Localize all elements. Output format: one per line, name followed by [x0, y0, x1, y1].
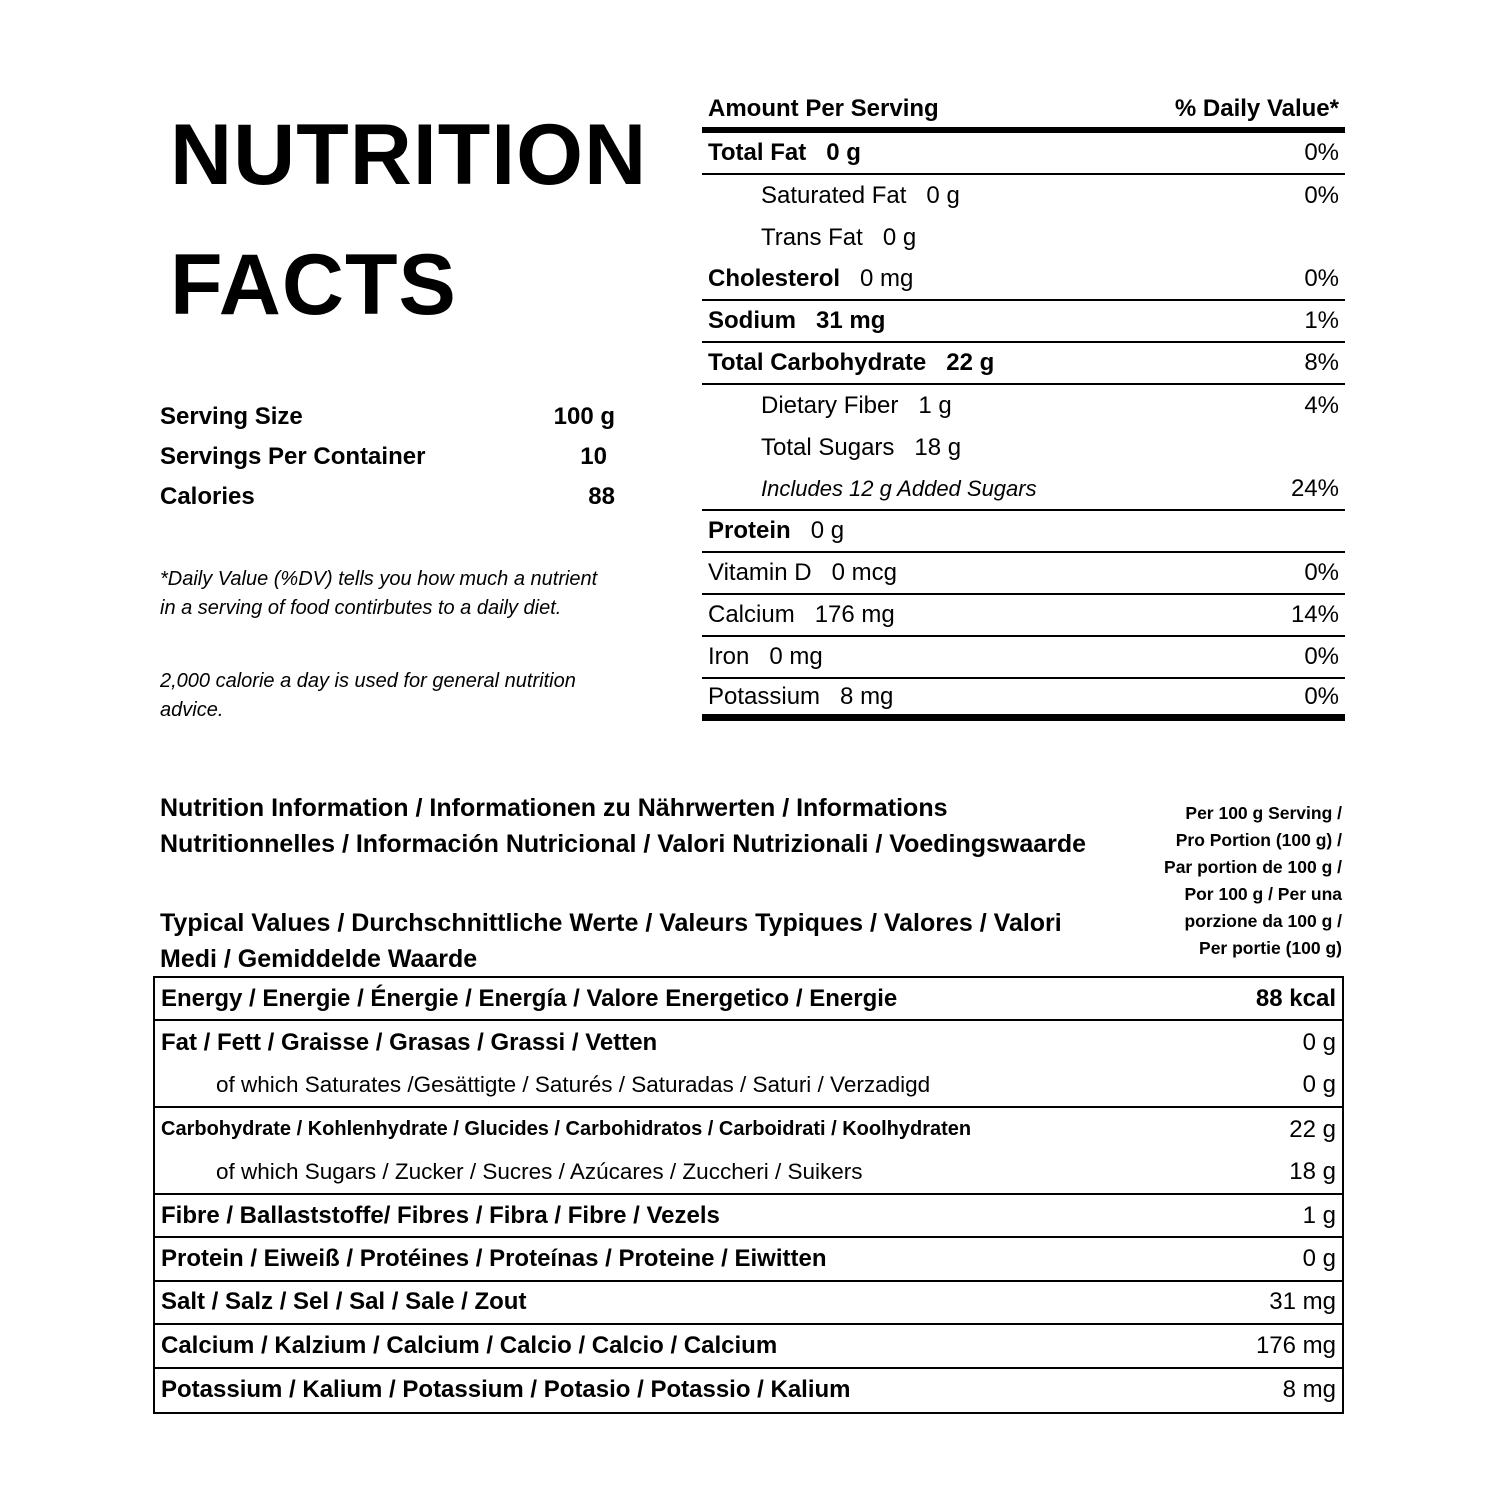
per-serving-line: Pro Portion (100 g) /: [1175, 830, 1342, 850]
nutrient-daily-value: 24%: [1290, 475, 1339, 502]
serving-size-row: [160, 400, 615, 440]
nutrient-amount: 22 g: [946, 349, 995, 376]
nutrient-daily-value: 4%: [1304, 392, 1339, 419]
nutrient-name: Protein: [708, 517, 791, 544]
eu-row-value: 22 g: [1289, 1115, 1336, 1143]
nutrient-daily-value: 0%: [1304, 643, 1339, 670]
per-serving-line: Per portie (100 g): [1199, 938, 1342, 958]
nutrient-daily-value: 8%: [1304, 349, 1339, 376]
per-serving-line: Par portion de 100 g /: [1164, 857, 1342, 877]
eu-row-saturates: [155, 1065, 1342, 1108]
per-serving-line: Por 100 g / Per una: [1184, 884, 1342, 904]
nutrient-name: Includes 12 g Added Sugars: [761, 476, 1037, 501]
serving-size-label: Serving Size: [160, 403, 303, 430]
nutrient-name: Cholesterol: [708, 265, 841, 292]
eu-row-value: 1 g: [1302, 1201, 1336, 1229]
eu-row-label: Energy / Energie / Énergie / Energía / Valore Energetico / Energie: [161, 984, 898, 1012]
nutrient-name: Dietary Fiber: [761, 392, 899, 419]
nutrient-daily-value: 0%: [1304, 682, 1339, 710]
eu-row-fat: [155, 1021, 1342, 1064]
eu-row-label: Potassium / Kalium / Potassium / Potasio / Potassio / Kalium: [161, 1376, 851, 1404]
eu-row-potassium: [155, 1369, 1342, 1412]
nutrient-amount: 0 g: [882, 224, 917, 251]
nutrient-amount: 18 g: [914, 434, 962, 461]
us-row-total-carbohydrate: [702, 343, 1345, 385]
nutrient-amount: 0 g: [826, 139, 861, 166]
eu-row-sugars: [155, 1152, 1342, 1195]
eu-row-value: 31 mg: [1269, 1288, 1336, 1316]
per-serving-line: Per 100 g Serving /: [1185, 803, 1342, 823]
nutrient-name: Total Sugars: [761, 434, 895, 461]
nutrient-amount: 1 g: [918, 392, 952, 419]
us-row-calcium: [702, 595, 1345, 637]
nutrient-name: Total Fat: [708, 139, 807, 166]
amount-per-serving-heading: Amount Per Serving: [708, 94, 939, 122]
us-row-sodium: [702, 301, 1345, 343]
daily-value-heading: % Daily Value*: [1174, 94, 1339, 122]
nutrient-amount: 0 g: [926, 182, 960, 209]
us-row-trans-fat: [702, 217, 1345, 259]
eu-row-value: 0 g: [1302, 1245, 1336, 1273]
us-row-total-sugars: [702, 427, 1345, 469]
eu-row-carbohydrate: [155, 1108, 1342, 1151]
us-row-cholesterol: [702, 259, 1345, 301]
nutrient-daily-value: 14%: [1290, 601, 1339, 628]
eu-row-value: 8 mg: [1282, 1376, 1336, 1404]
calories-row: [160, 480, 615, 520]
us-row-total-fat: [702, 133, 1345, 175]
eu-row-protein: [155, 1238, 1342, 1281]
eu-per-serving-heading: [1110, 800, 1342, 962]
nutrition-facts-table: [702, 90, 1345, 721]
nutrient-amount: 31 mg: [816, 307, 886, 334]
servings-per-container-row: [160, 440, 615, 480]
nutrient-amount: 0 mg: [769, 643, 823, 670]
calorie-footnote: 2,000 calorie a day is used for general nutrition advice.: [160, 670, 576, 721]
nutrient-daily-value: 0%: [1304, 182, 1339, 209]
nutrient-name: Iron: [708, 643, 750, 670]
us-table-header: [702, 90, 1345, 133]
eu-row-value: 176 mg: [1255, 1331, 1336, 1359]
eu-row-value: 88 kcal: [1255, 984, 1336, 1012]
nutrient-daily-value: 0%: [1304, 265, 1339, 292]
eu-row-salt: [155, 1282, 1342, 1325]
eu-row-label: Fat / Fett / Graisse / Grasas / Grassi / Vetten: [161, 1029, 658, 1057]
us-row-added-sugars: [702, 469, 1345, 511]
nutrient-amount: 0 mg: [860, 265, 914, 292]
eu-typical-values-heading: Typical Values / Durchschnittliche Werte / Valeurs Typiques / Valores / Valori Medi / Gemiddelde Waarde: [160, 909, 1062, 973]
title-nutrition: NUTRITION: [170, 107, 648, 203]
title-facts: FACTS: [170, 237, 457, 333]
nutrient-name: Potassium: [708, 682, 821, 710]
eu-row-label: Protein / Eiweiß / Protéines / Proteínas / Proteine / Eiwitten: [161, 1245, 827, 1273]
nutrient-amount: 176 mg: [814, 601, 895, 628]
eu-nutrition-heading: Nutrition Information / Informationen zu Nährwerten / Informations Nutritionnelles / Información Nutricional / Valori Nutrizionali / Voedingswaarde: [160, 794, 1087, 858]
eu-row-label: of which Saturates /Gesättigte / Saturés / Saturadas / Saturi / Verzadigd: [216, 1072, 931, 1098]
eu-row-energy: [155, 978, 1342, 1021]
serving-size-value: 100 g: [553, 403, 615, 430]
nutrient-daily-value: 1%: [1304, 307, 1339, 334]
nutrient-daily-value: 0%: [1304, 559, 1339, 586]
daily-value-footnote: *Daily Value (%DV) tells you how much a nutrient in a serving of food contirbutes to a daily diet.: [160, 568, 598, 619]
eu-row-value: 0 g: [1302, 1029, 1336, 1057]
us-row-dietary-fiber: [702, 385, 1345, 427]
us-row-vitamin-d: [702, 553, 1345, 595]
eu-row-label: Carbohydrate / Kohlenhydrate / Glucides / Carbohidratos / Carboidrati / Koolhydraten: [161, 1118, 972, 1141]
nutrient-name: Total Carbohydrate: [708, 349, 927, 376]
nutrient-name: Vitamin D: [708, 559, 812, 586]
eu-row-label: Fibre / Ballaststoffe/ Fibres / Fibra / Fibre / Vezels: [161, 1201, 720, 1229]
us-row-protein: [702, 511, 1345, 553]
nutrient-amount: 8 mg: [840, 682, 894, 710]
us-row-saturated-fat: [702, 175, 1345, 217]
eu-row-label: Calcium / Kalzium / Calcium / Calcio / Calcio / Calcium: [161, 1331, 778, 1359]
eu-row-value: 0 g: [1302, 1071, 1336, 1099]
servings-per-container-value: 10: [580, 443, 607, 470]
nutrient-name: Calcium: [708, 601, 795, 628]
us-row-iron: [702, 637, 1345, 679]
eu-row-calcium: [155, 1325, 1342, 1368]
nutrient-name: Trans Fat: [761, 224, 863, 251]
serving-summary: [160, 400, 615, 520]
eu-row-value: 18 g: [1289, 1158, 1336, 1186]
us-row-potassium: [702, 679, 1345, 721]
eu-row-label: of which Sugars / Zucker / Sucres / Azúcares / Zuccheri / Suikers: [216, 1159, 863, 1185]
nutrient-amount: 0 g: [810, 517, 845, 544]
nutrient-name: Saturated Fat: [761, 182, 907, 209]
eu-nutrition-table: [153, 976, 1344, 1414]
eu-row-fibre: [155, 1195, 1342, 1238]
calories-value: 88: [588, 483, 615, 510]
nutrient-daily-value: 0%: [1304, 139, 1339, 166]
nutrient-amount: 0 mcg: [831, 559, 897, 586]
per-serving-line: porzione da 100 g /: [1184, 911, 1342, 931]
nutrient-name: Sodium: [708, 307, 796, 334]
servings-per-container-label: Servings Per Container: [160, 443, 426, 470]
calories-label: Calories: [160, 483, 255, 510]
eu-row-label: Salt / Salz / Sel / Sal / Sale / Zout: [161, 1288, 527, 1316]
